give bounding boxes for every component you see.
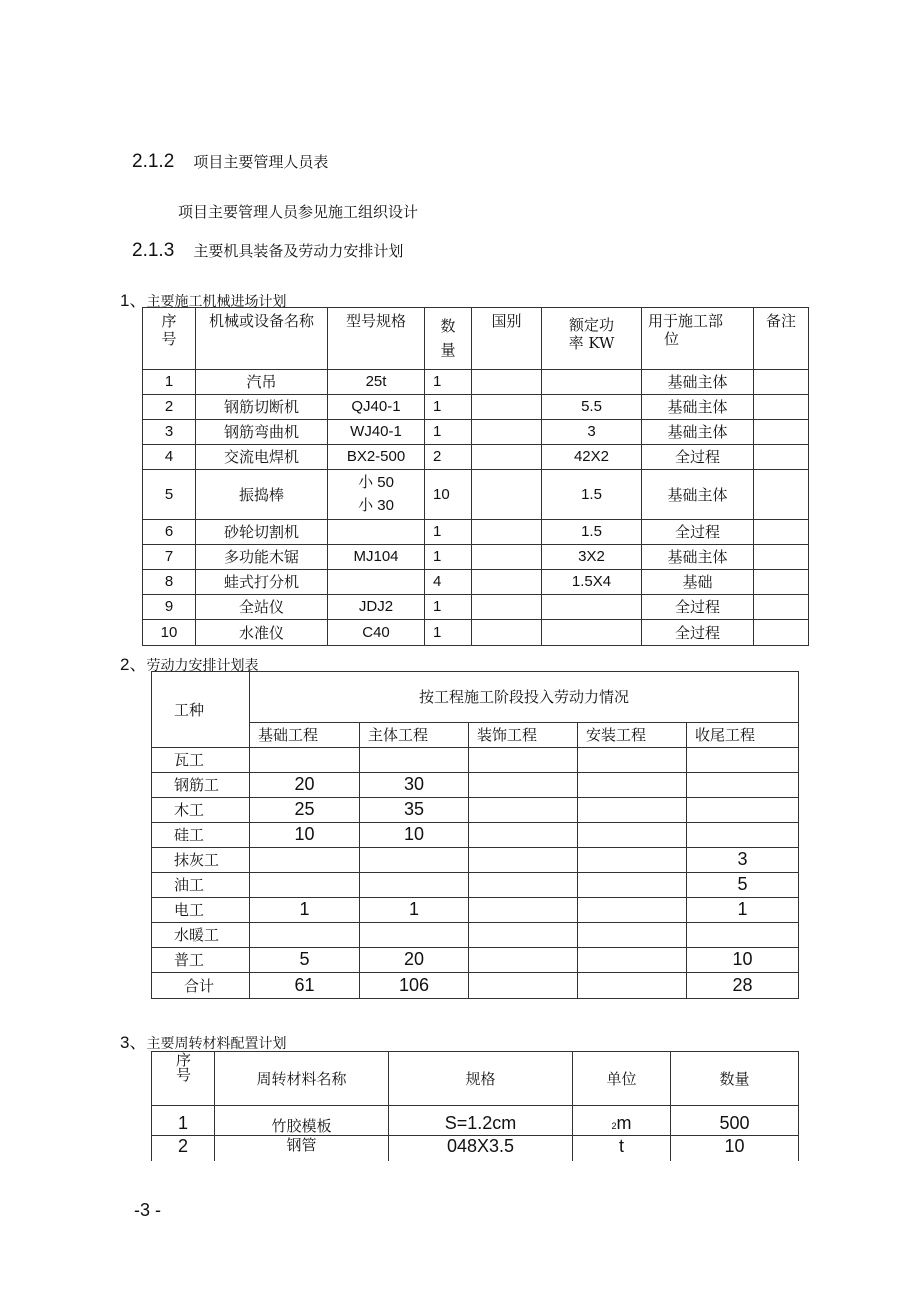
table-row-total: 合计 61 106 28 (152, 973, 799, 999)
table-row: 5 振捣棒 小 50 小 30 10 1.5 基础主体 (143, 470, 809, 520)
header-model: 型号规格 (328, 308, 425, 370)
heading-text: 主要机具装备及劳动力安排计划 (193, 242, 404, 260)
header-spec: 规格 (389, 1052, 573, 1106)
table-row: 10 水准仪 C40 1 全过程 (143, 620, 809, 646)
table-row: 2 钢筋切断机 QJ40-1 1 5.5 基础主体 (143, 395, 809, 420)
header-power: 额定功 率 KW (542, 308, 642, 370)
heading-number: 2.1.2 (132, 151, 175, 172)
section-number: 3、 (120, 1033, 147, 1052)
header-trade: 工种 (152, 672, 250, 748)
paragraph-management: 项目主要管理人员参见施工组织设计 (178, 203, 419, 221)
section-number: 2、 (120, 655, 147, 674)
table-row: 3 钢筋弯曲机 WJ40-1 1 3 基础主体 (143, 420, 809, 445)
table-row: 1 竹胶模板 S=1.2cm 2m 500 (152, 1106, 799, 1136)
table-row: 9 全站仪 JDJ2 1 全过程 (143, 595, 809, 620)
header-name: 周转材料名称 (215, 1052, 389, 1106)
table-row: 7 多功能木锯 MJ104 1 3X2 基础主体 (143, 545, 809, 570)
header-name: 机械或设备名称 (196, 308, 328, 370)
labor-stage-row: 基础工程 主体工程 装饰工程 安装工程 收尾工程 (152, 723, 799, 748)
header-qty: 数 量 (425, 308, 472, 370)
section-text: 主要周转材料配置计划 (146, 1036, 287, 1052)
section-3-title (120, 1028, 286, 1053)
machinery-table (142, 307, 809, 646)
table-row: 6 砂轮切割机 1 1.5 全过程 (143, 520, 809, 545)
table-row: 钢筋工 20 30 (152, 773, 799, 798)
header-use: 用于施工部 位 (642, 308, 754, 370)
materials-table (151, 1051, 799, 1161)
header-country: 国别 (472, 308, 542, 370)
heading-2-1-2 (132, 151, 328, 173)
section-text: 主要施工机械进场计划 (146, 294, 287, 310)
labor-header-row (152, 672, 799, 723)
table-row: 水暖工 (152, 923, 799, 948)
header-unit: 单位 (573, 1052, 671, 1106)
table-row: 电工 1 1 1 (152, 898, 799, 923)
table-row: 1 汽吊 25t 1 基础主体 (143, 370, 809, 395)
table-row: 硅工 10 10 (152, 823, 799, 848)
machinery-header-row (143, 308, 809, 370)
page-number: -3 - (134, 1200, 161, 1220)
section-text: 劳动力安排计划表 (146, 658, 259, 674)
materials-header-row (152, 1052, 799, 1106)
table-row: 抹灰工 3 (152, 848, 799, 873)
header-note: 备注 (754, 308, 809, 370)
table-row: 油工 5 (152, 873, 799, 898)
heading-text: 项目主要管理人员表 (193, 153, 329, 171)
heading-2-1-3 (132, 240, 403, 262)
header-seq: 序号 (152, 1052, 215, 1106)
header-qty: 数量 (671, 1052, 799, 1106)
heading-number: 2.1.3 (132, 240, 175, 261)
section-number: 1、 (120, 291, 147, 310)
table-row: 木工 25 35 (152, 798, 799, 823)
labor-table (151, 671, 799, 999)
table-row: 8 蛙式打分机 4 1.5X4 基础 (143, 570, 809, 595)
table-row: 2 钢管 048X3.5 t 10 (152, 1136, 799, 1161)
header-stage-group: 按工程施工阶段投入劳动力情况 (250, 672, 799, 723)
table-row: 瓦工 (152, 748, 799, 773)
table-row: 普工 5 20 10 (152, 948, 799, 973)
table-row: 4 交流电焊机 BX2-500 2 42X2 全过程 (143, 445, 809, 470)
header-seq: 序 号 (143, 308, 196, 370)
